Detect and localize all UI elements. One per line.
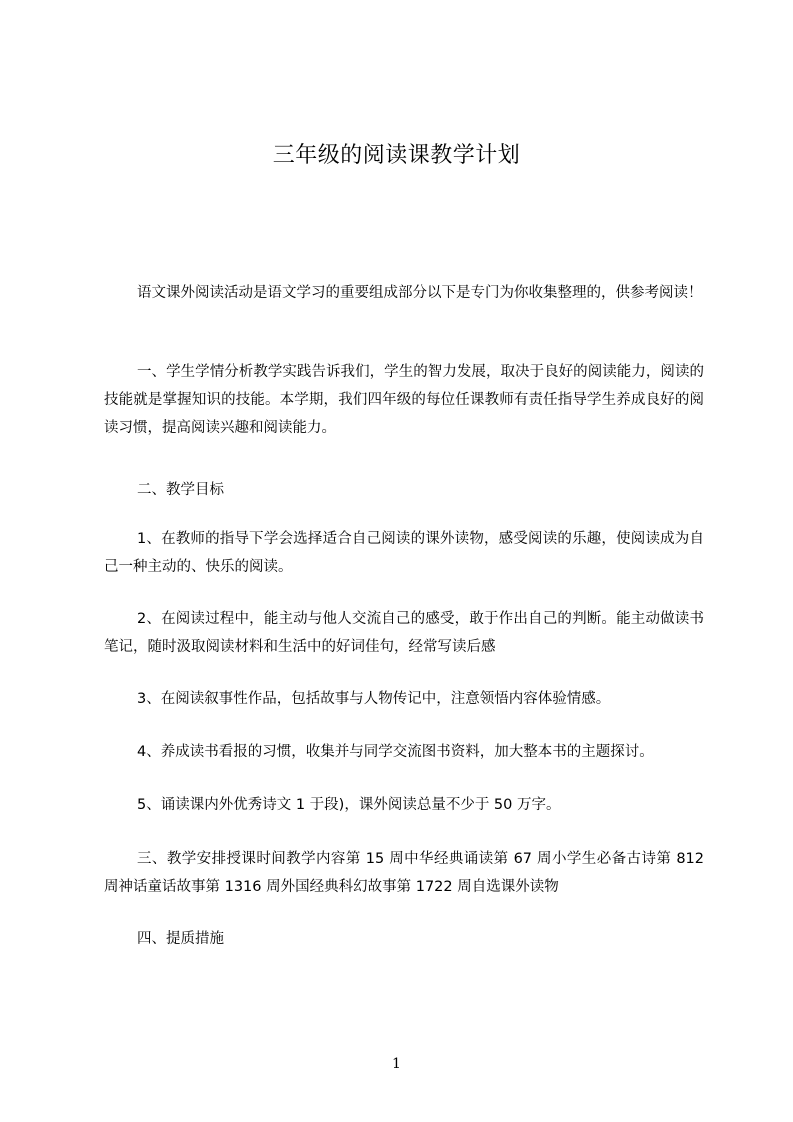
document-title: 三年级的阅读课教学计划	[272, 143, 521, 168]
goal-2-paragraph: 2、在阅读过程中，能主动与他人交流自己的感受，敢于作出自己的判断。能主动做读书笔记，随时汲取阅读材料和生活中的好词佳句，经常写读后感	[104, 611, 704, 655]
goal-3-paragraph: 3、在阅读叙事性作品，包括故事与人物传记中，注意领悟内容体验情感。	[137, 691, 611, 707]
section-2-heading: 二、教学目标	[137, 482, 224, 498]
section-4-heading: 四、提质措施	[137, 931, 224, 947]
goal-1-paragraph: 1、在教师的指导下学会选择适合自己阅读的课外读物，感受阅读的乐趣，使阅读成为自己一种主动的、快乐的阅读。	[104, 531, 704, 575]
page-number: 1	[392, 1056, 401, 1072]
section-3-paragraph: 三、教学安排授课时间教学内容第 15 周中华经典诵读第 67 周小学生必备古诗第 812 周神话童话故事第 1316 周外国经典科幻故事第 1722 周自选课外读物	[104, 851, 704, 895]
goal-5-paragraph: 5、诵读课内外优秀诗文 1 于段)，课外阅读总量不少于 50 万字。	[137, 797, 561, 813]
goal-4-paragraph: 4、养成读书看报的习惯，收集并与同学交流图书资料，加大整本书的主题探讨。	[137, 744, 654, 760]
intro-paragraph: 语文课外阅读活动是语文学习的重要组成部分以下是专门为你收集整理的，供参考阅读！	[137, 285, 703, 301]
section-1-paragraph: 一、学生学情分析教学实践告诉我们，学生的智力发展，取决于良好的阅读能力，阅读的技能就是掌握知识的技能。本学期，我们四年级的每位任课教师有责任指导学生养成良好的阅读习惯，提高阅读兴趣和阅读能力。	[104, 364, 704, 436]
